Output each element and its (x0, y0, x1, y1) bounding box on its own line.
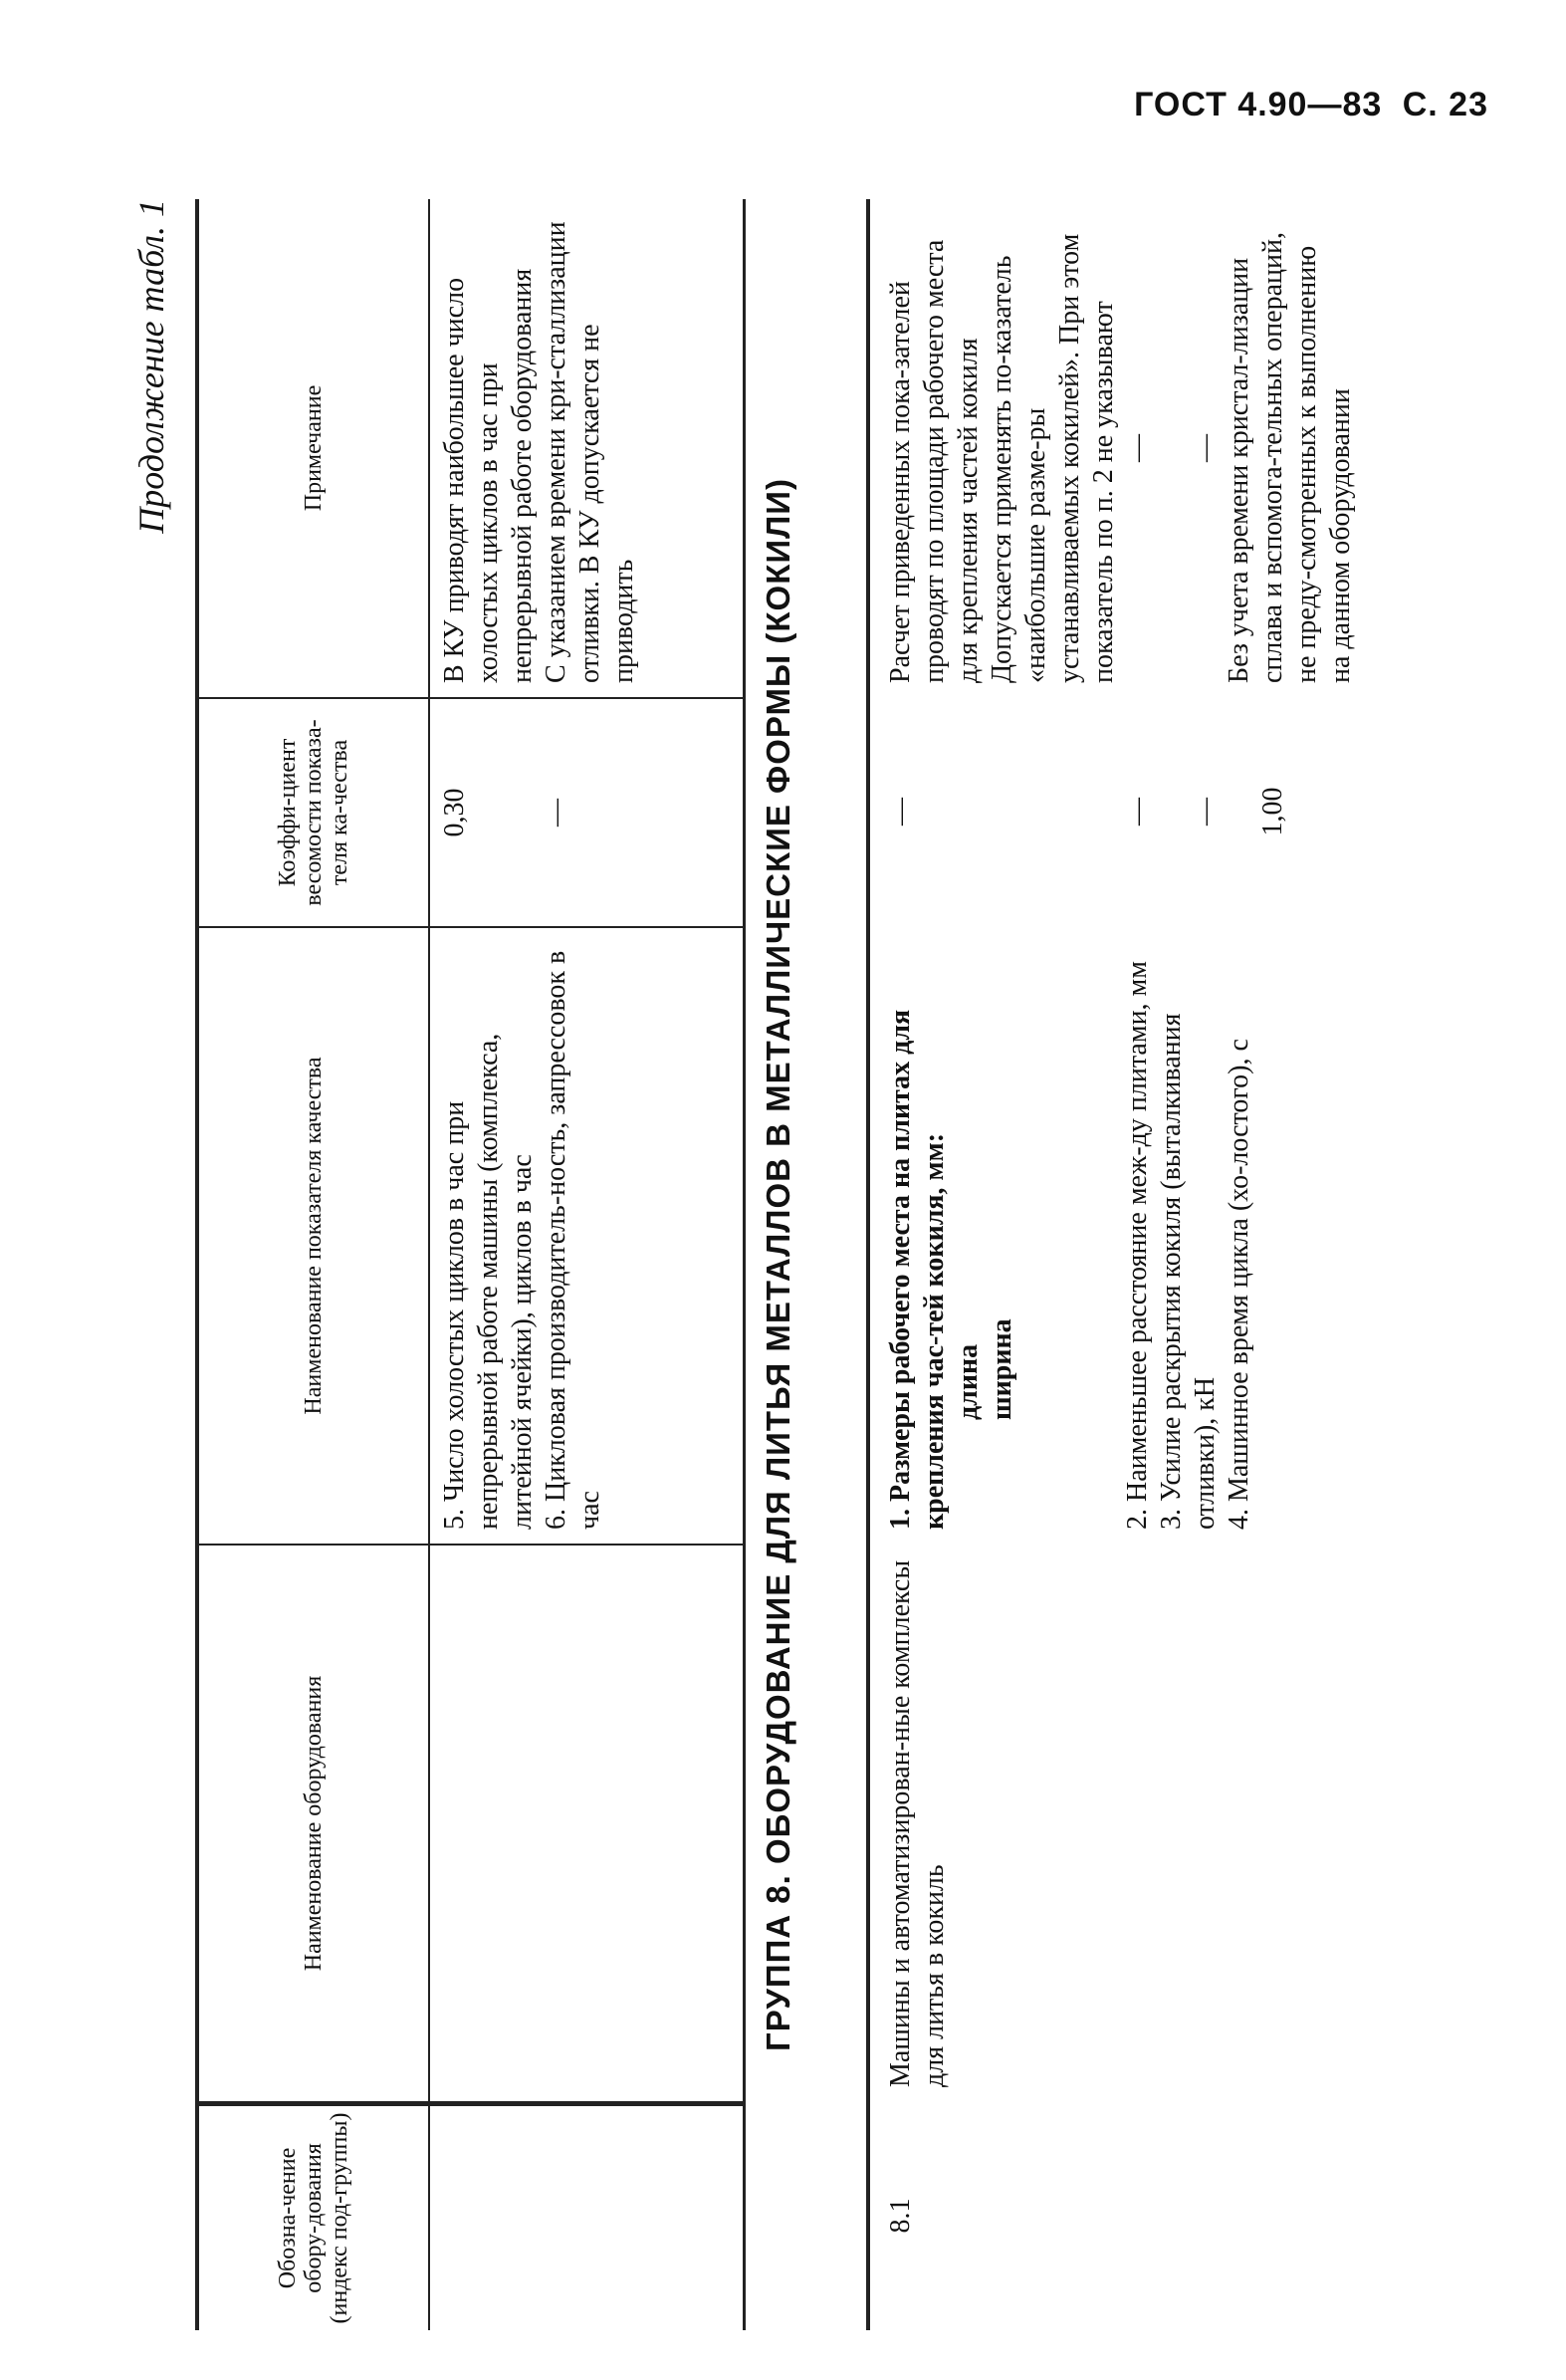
indicator-5: 5. Число холостых циклов в час при непрерывной работе машины (комплекса, литейной ячейки), циклов в час (439, 1033, 538, 1530)
cell-code-empty (424, 2101, 743, 2330)
table-row-group-8 (866, 199, 1507, 2330)
group-indicator-4: 4. Машинное время цикла (хо-лостого), с (1224, 1039, 1254, 1530)
group-indicator-3: 3. Усилие раскрытия кокиля (выталкивания отливки), кН (1156, 1013, 1221, 1530)
page-header (0, 86, 1488, 124)
cell-coefficients (424, 697, 743, 926)
column-header-indicator: Наименование показателя качества (199, 926, 428, 1544)
group-note-4: Без учета времени кристал-лизации сплава и вспомога-тельных операций, не преду-смотренных к выполнению на данном оборудовании (1224, 232, 1356, 683)
coef-6: — (541, 799, 571, 827)
cell-group-code: 8.1 (885, 2198, 916, 2234)
cell-group-notes (870, 199, 1507, 697)
continuation-caption: Продолжение табл. 1 (131, 199, 171, 534)
group-coef-3: — (1190, 798, 1221, 826)
group-note-2: — (1122, 434, 1153, 462)
table-row-continued (424, 199, 746, 2330)
table-header-row (195, 199, 430, 2330)
column-header-code: Обозна-чение обору-дования (индекс под-группы) (199, 2101, 428, 2330)
group-indicator-1: 1. Размеры рабочего места на плитах для крепления час-тей кокиля, мм: (885, 1009, 950, 1530)
group-note-1: Расчет приведенных пока-зателей проводят по площади рабочего места для крепления частей кокиля (885, 239, 984, 683)
note-6: С указанием времени кри-сталлизации отливки. В КУ допускается не приводить (541, 221, 639, 683)
group-indicator-1-length: длина (953, 1343, 984, 1420)
page-number: С. 23 (1402, 86, 1488, 123)
group-coef-4: 1,00 (1257, 787, 1288, 836)
group-coef-1: — (885, 798, 916, 826)
group-title: ГРУППА 8. ОБОРУДОВАНИЕ ДЛЯ ЛИТЬЯ МЕТАЛЛОВ В МЕТАЛЛИЧЕСКИЕ ФОРМЫ (КОКИЛИ) (760, 478, 796, 2051)
column-header-equipment: Наименование оборудования (199, 1544, 428, 2101)
column-header-coefficient: Коэффи-циент весомости показа-теля ка-чества (199, 697, 428, 926)
rotated-table-page (129, 199, 1503, 2330)
group-note-1b: Допускается применять по-казатель «наибольшие разме-ры устанавливаемых кокилей». При этом показатель по п. 2 не указывают (987, 233, 1119, 683)
column-header-note: Примечание (301, 384, 327, 512)
standard-number: ГОСТ 4.90—83 (1134, 86, 1383, 123)
cell-group-equipment: Машины и автоматизирован-ные комплексы для литья в кокиль (885, 1559, 950, 2087)
cell-indicators (424, 926, 743, 1544)
cell-group-indicators (870, 926, 1507, 1544)
note-5: В КУ приводят наибольшее число холостых циклов в час при непрерывной работе оборудования (439, 268, 538, 683)
coef-5: 0,30 (439, 788, 470, 837)
cell-group-coefficients (870, 697, 1507, 926)
group-indicator-1-width: ширина (987, 1318, 1017, 1420)
cell-equipment-empty (424, 1544, 743, 2101)
cell-notes (424, 199, 743, 697)
group-coef-2: — (1122, 798, 1153, 826)
group-indicator-2: 2. Наименьшее расстояние меж-ду плитами, мм (1122, 961, 1153, 1530)
indicator-6: 6. Цикловая производитель-ность, запрессовок в час (541, 950, 605, 1530)
group-note-3: — (1190, 434, 1221, 462)
